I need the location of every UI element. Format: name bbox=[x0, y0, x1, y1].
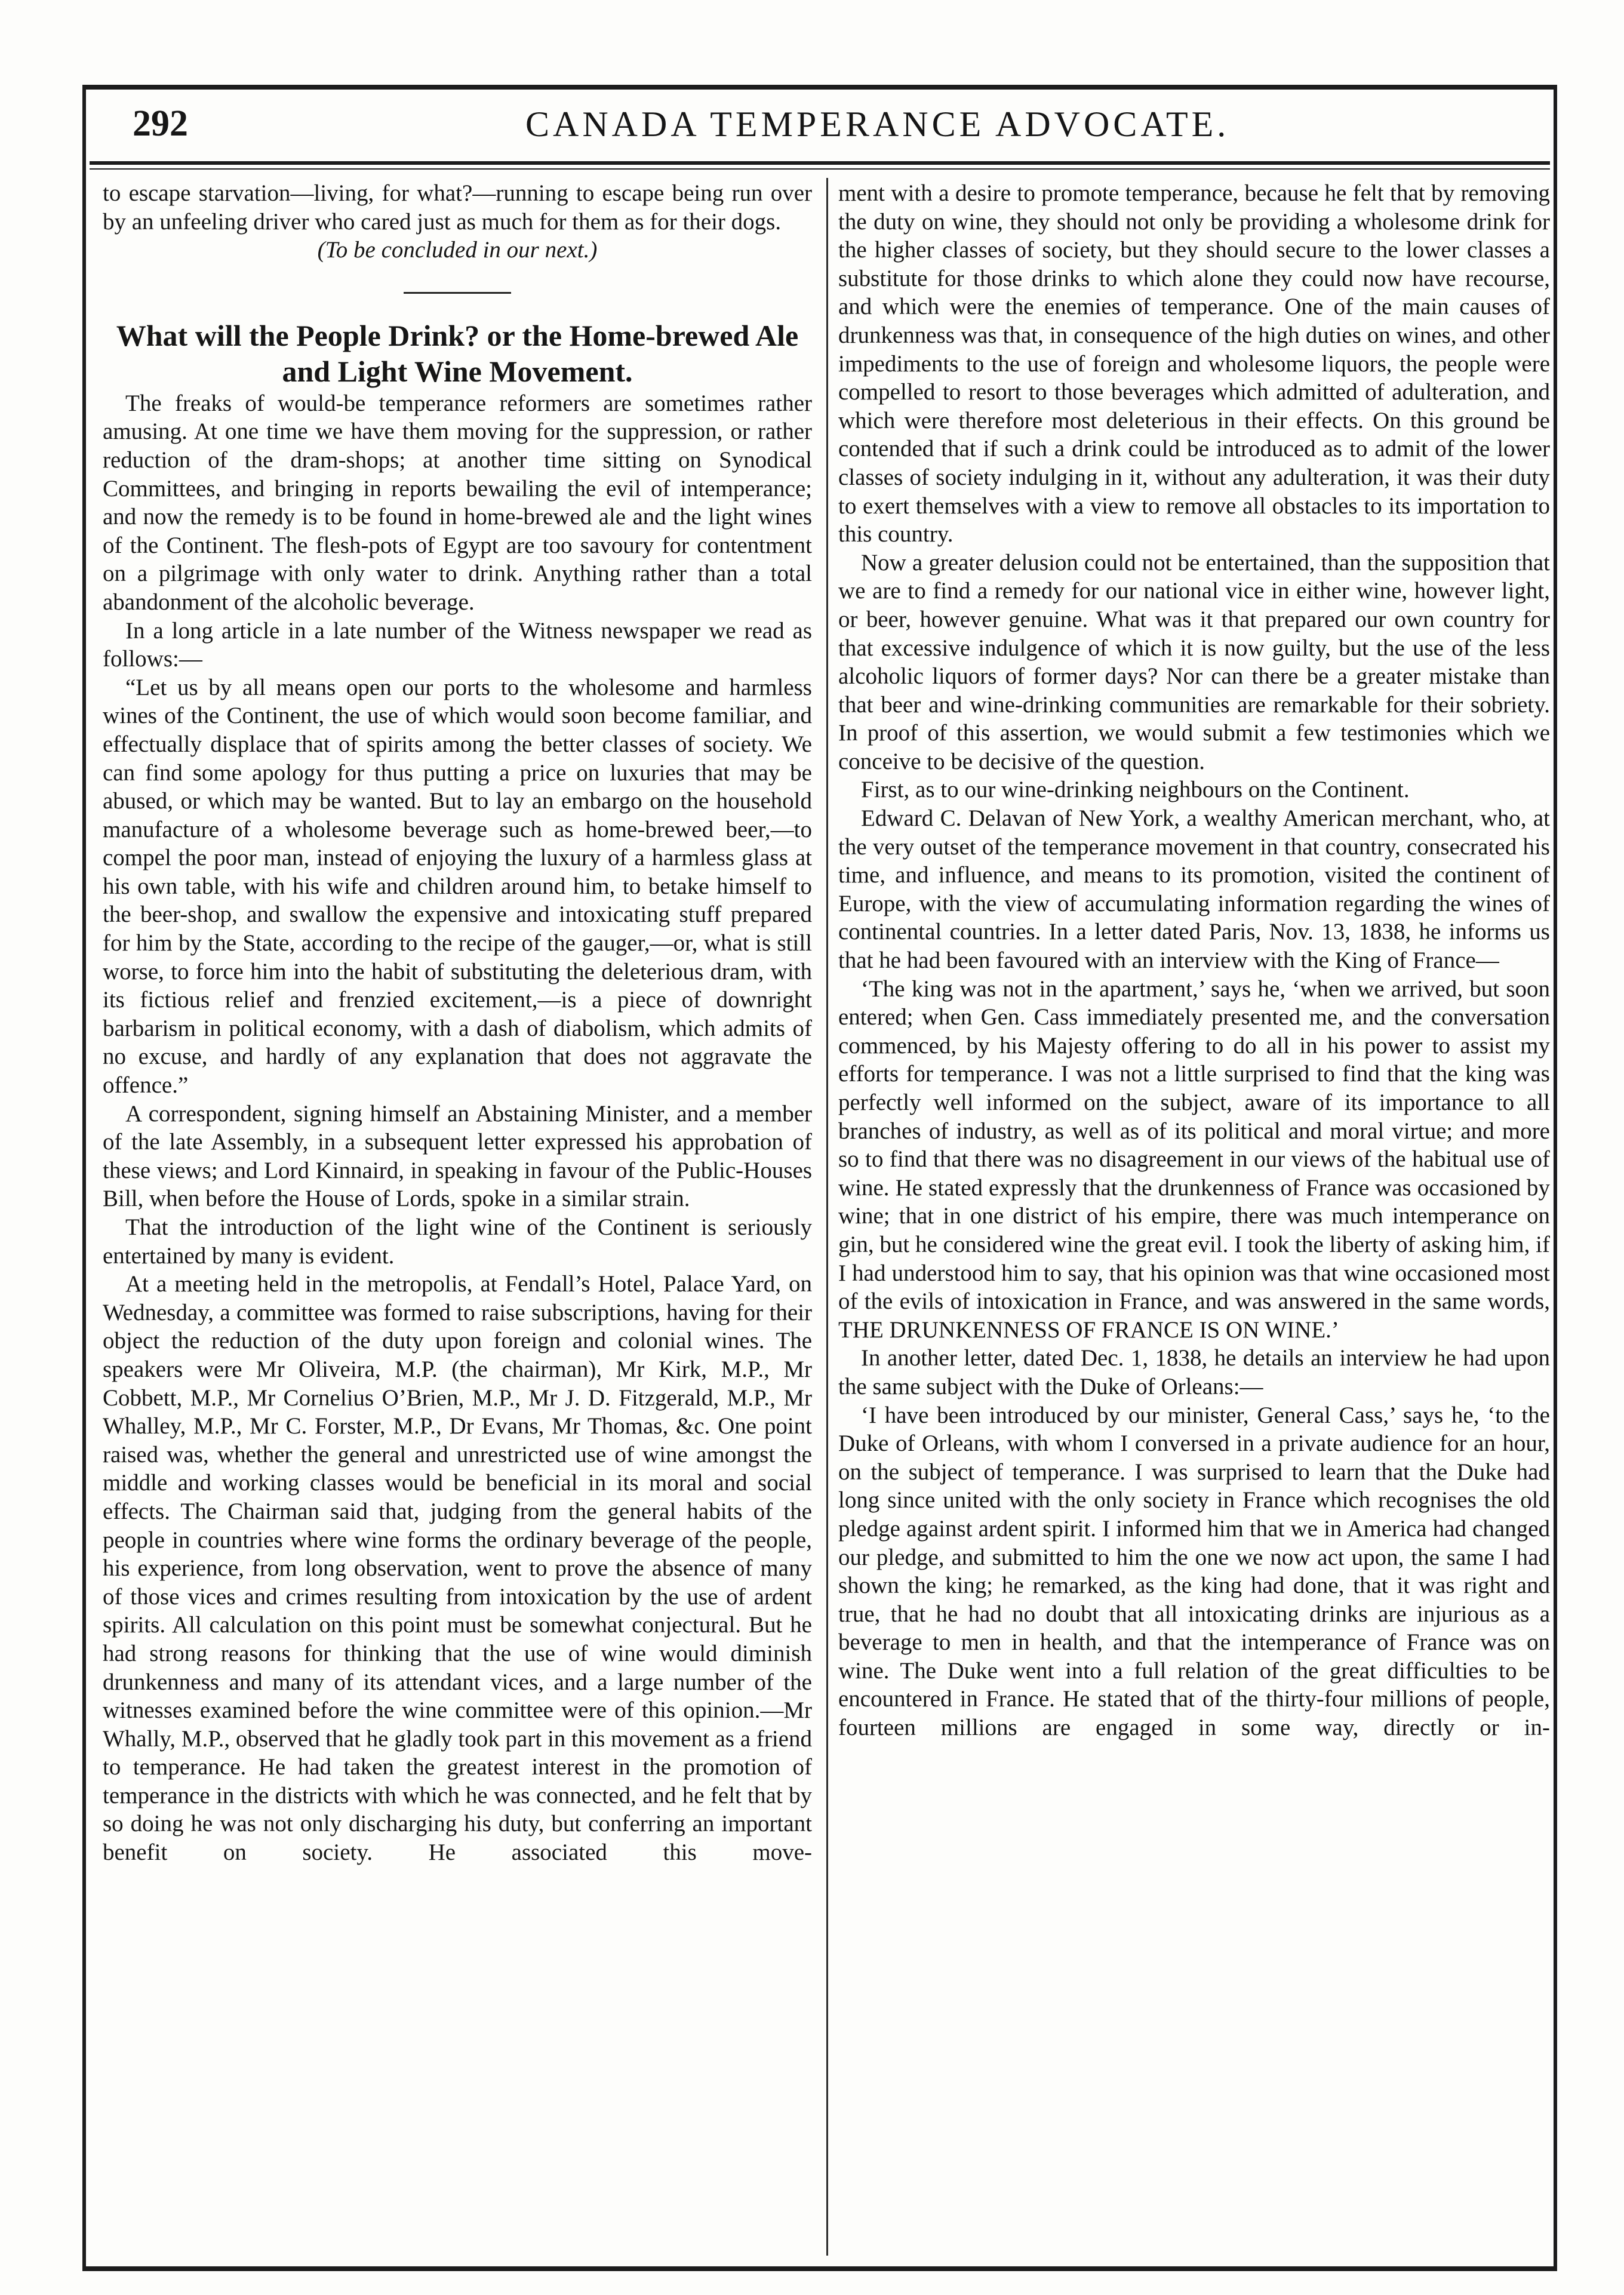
continued-paragraph: ment with a desire to promote temperance, because he felt that by removing the duty on wine, they should not only be providing a wholesome drink for the higher classes of society, but they should secure to the lower classes a substitute for those drinks to which alone they could now have recourse, and which were the enemies of temperance. One of the main causes of drunkenness was that, in consequence of the high duties on wines, and other impediments to the use of foreign and wholesome liquors, the people were compelled to resort to those beverages which admitted of adulteration, and which were therefore most deleterious in their effects. On this ground be contended that if such a drink could be introduced as to admit of the lower classes of society indulging in it, without any adulteration, it was their duty to exert themselves with a view to remove all obstacles to its importation to this country. bbox=[838, 180, 1550, 547]
article-paragraph: In a long article in a late number of the Witness newspaper we read as follows:— bbox=[103, 617, 812, 672]
page-number: 292 bbox=[133, 103, 188, 144]
right-column bbox=[838, 179, 1550, 2257]
column-divider bbox=[826, 178, 828, 2256]
left-column bbox=[103, 179, 812, 2257]
page-border-top bbox=[82, 85, 1557, 90]
article-paragraph: The freaks of would-be temperance reformers are sometimes rather amusing. At one time we have them moving for the suppression, or rather reduction of the dram-shops; at another time sitting on Synodical Committees, and bringing in reports bewailing the evil of intemperance; and now the remedy is to be found in home-brewed ale and the light wines of the Continent. The flesh-pots of Egypt are too savoury for contentment on a pilgrimage with only water to drink. Anything rather than a total abandonment of the alcoholic beverage. bbox=[103, 390, 812, 615]
article-paragraph: At a meeting held in the metropolis, at Fendall’s Hotel, Palace Yard, on Wednesday, a committee was formed to raise subscriptions, having for their object the reduction of the duty upon foreign and colonial wines. The speakers were Mr Oliveira, M.P. (the chairman), Mr Kirk, M.P., Mr Cobbett, M.P., Mr Cornelius O’Brien, M.P., Mr J. D. Fitzgerald, M.P., Mr Whalley, M.P., Mr C. Forster, M.P., Dr Evans, Mr Thomas, &c. One point raised was, whether the general and unrestricted use of wine amongst the middle and working classes would be beneficial in its moral and social effects. The Chairman said that, judging from the general habits of the people in countries where wine forms the ordinary beverage of the people, his experience, from long observation, went to prove the absence of many of those vices and crimes resulting from intoxication by the use of ardent spirits. All calculation on this point must be somewhat conjectural. But he had strong reasons for thinking that the use of wine would diminish drunkenness and many of its attendant vices, and a large number of the witnesses examined before the wine committee were of this opinion.—Mr Whally, M.P., observed that he gladly took part in this movement as a friend to temperance. He had taken the greatest interest in the promotion of temperance in the districts with which he was connected, and he felt that by so doing he was not only discharging his duty, but conferring an important benefit on society. He associated this move- bbox=[103, 1271, 812, 1866]
quoted-paragraph: ‘I have been introduced by our minister, General Cass,’ says he, ‘to the Duke of Orleans, with whom I conversed in a private audience for an hour, on the subject of temperance. I was surprised to learn that the Duke had long since united with the only society in France which recognises the old pledge against ardent spirit. I informed him that we in America had changed our pledge, and submitted to him the one we now act upon, the same I had shown the king; he remarked, as the king had done, that it was right and true, that he had no doubt that all intoxicating drinks are injurious as a beverage to men in health, and that the intemperance of France was on wine. The Duke went into a full relation of the great difficulties to be encountered in France. He stated that of the thirty-four millions of people, fourteen millions are engaged in some way, directly or in- bbox=[838, 1402, 1550, 1741]
article-paragraph: Edward C. Delavan of New York, a wealthy American merchant, who, at the very outset of the temperance movement in that country, consecrated his time, and influence, and means to its promotion, visited the continent of Europe, with the view of accumulating information regarding the wines of continental countries. In a letter dated Paris, Nov. 13, 1838, he informs us that he had been favoured with an interview with the King of France— bbox=[838, 805, 1550, 974]
section-rule bbox=[404, 292, 511, 294]
article-paragraph: First, as to our wine-drinking neighbours on the Continent. bbox=[861, 777, 1410, 803]
article-paragraph: In another letter, dated Dec. 1, 1838, he details an interview he had upon the same subject with the Duke of Orleans:— bbox=[838, 1345, 1550, 1399]
header-rule bbox=[90, 161, 1550, 165]
article-paragraph: That the introduction of the light wine of the Continent is seriously entertained by many is evident. bbox=[103, 1214, 812, 1269]
page-border-right bbox=[1554, 85, 1557, 2270]
article-paragraph: A correspondent, signing himself an Abstaining Minister, and a member of the late Assembly, in a subsequent letter expressed his approbation of these views; and Lord Kinnaird, in speaking in favour of the Public-Houses Bill, when before the House of Lords, spoke in a similar strain. bbox=[103, 1100, 812, 1212]
article-title: What will the People Drink? or the Home-brewed Ale and Light Wine Movement. bbox=[116, 318, 799, 388]
continued-paragraph: to escape starvation—living, for what?—running to escape being run over by an unfeeling driver who cared just as much for them as for their dogs. bbox=[103, 180, 812, 235]
page-border-bottom bbox=[82, 2266, 1557, 2271]
quoted-paragraph: ‘The king was not in the apartment,’ says he, ‘when we arrived, but soon entered; when Gen. Cass immediately presented me, and the conversation commenced, by his Majesty offering to do all in his power to assist my efforts for temperance. I was not a little surprised to find that the king was perfectly well informed on the subject, aware of its importance to all branches of industry, as well as of its political and moral virtue; and more so to find that there was no disagreement in our views of the habitual use of wine. He stated expressly that the drunkenness of France was occasioned by wine; that in one district of his empire, there was much intemperance on gin, but he considered wine the great evil. I took the liberty of asking him, if I had understood him to say, that his opinion was that wine occasioned most of the evils of intoxication in France, and was answered in the same words, THE DRUNKENNESS OF FRANCE IS ON WINE.’ bbox=[838, 976, 1550, 1343]
quoted-paragraph: “Let us by all means open our ports to the wholesome and harmless wines of the Continent, the use of which would soon become familiar, and effectually displace that of spirits among the better classes of society. We can find some apology for thus putting a price on luxuries that may be abused, or which may be wanted. But to lay an embargo on the household manufacture of a wholesome beverage such as home-brewed beer,—to compel the poor man, instead of enjoying the luxury of a harmless glass at his own table, with his wife and children around him, to betake himself to the beer-shop, and swallow the expensive and intoxicating stuff prepared for him by the State, according to the recipe of the gauger,—or, what is still worse, to force him into the habit of substituting the deleterious dram, with its fictious relief and frenzied excitement,—is a piece of downright barbarism in political economy, with a dash of diabolism, which admits of no excuse, and hardly of any explanation that does not aggravate the offence.” bbox=[103, 674, 812, 1099]
page-border-left bbox=[82, 85, 86, 2270]
concluded-note: (To be concluded in our next.) bbox=[317, 237, 598, 263]
header-rule-thin bbox=[90, 168, 1550, 170]
running-title: CANADA TEMPERANCE ADVOCATE. bbox=[525, 104, 1230, 144]
article-paragraph: Now a greater delusion could not be entertained, than the supposition that we are to find a remedy for our national vice in either wine, however light, or beer, however genuine. What was it that prepared our own country for that excessive indulgence of which it is now guilty, but the use of the less alcoholic liquors of former days? Nor can there be a greater mistake than that beer and wine-drinking communities are remarkable for their sobriety. In proof of this assertion, we would submit a few testimonies which we conceive to be decisive of the question. bbox=[838, 549, 1550, 774]
